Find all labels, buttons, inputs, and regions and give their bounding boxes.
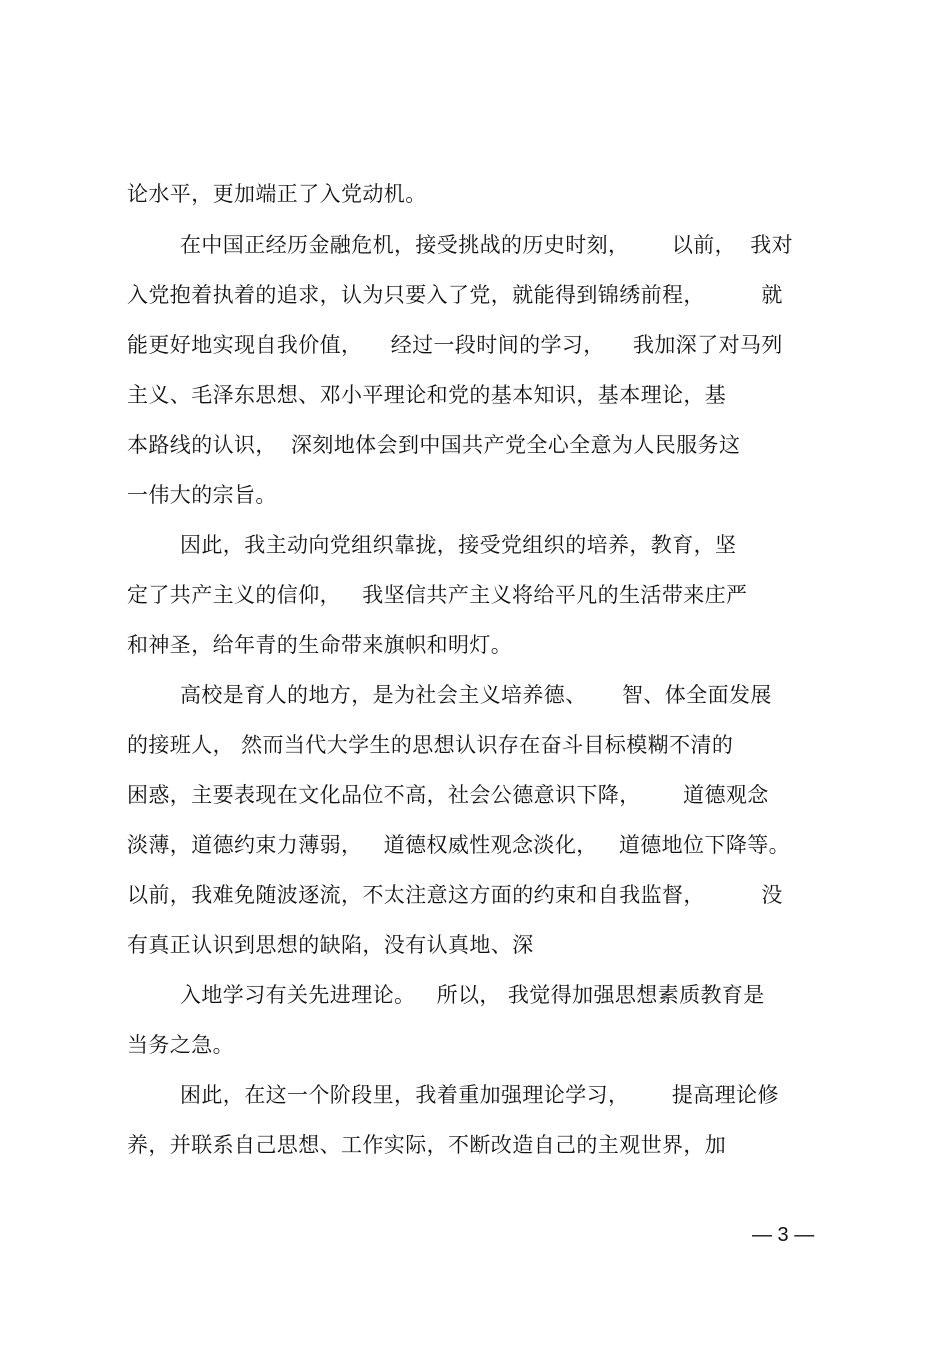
- text-line: 和神圣，给年青的生命带来旗帜和明灯。: [127, 633, 513, 657]
- text-line: 能更好地实现自我价值， 经过一段时间的学习， 我加深了对马列: [127, 333, 783, 357]
- text-line: 入地学习有关先进理论。 所以， 我觉得加强思想素质教育是: [180, 983, 765, 1007]
- text-line: 养，并联系自己思想、工作实际，不断改造自己的主观世界，加: [127, 1133, 727, 1157]
- text-line: 因此，我主动向党组织靠拢，接受党组织的培养，教育，坚: [180, 533, 737, 557]
- text-line: 本路线的认识， 深刻地体会到中国共产党全心全意为人民服务这: [127, 433, 741, 457]
- text-line: 高校是育人的地方，是为社会主义培养德、 智、体全面发展: [180, 683, 772, 707]
- text-line: 论水平，更加端正了入党动机。: [127, 182, 427, 206]
- text-line: 主义、毛泽东思想、邓小平理论和党的基本知识，基本理论，基: [127, 383, 727, 407]
- text-line: 定了共产主义的信仰， 我坚信共产主义将给平凡的生活带来庄严: [127, 583, 748, 607]
- text-line: 的接班人， 然而当代大学生的思想认识存在奋斗目标模糊不清的: [127, 733, 734, 757]
- text-line: 当务之急。: [127, 1033, 234, 1057]
- text-line: 淡薄，道德约束力薄弱， 道德权威性观念淡化， 道德地位下降等。: [127, 833, 791, 857]
- text-line: 困惑，主要表现在文化品位不高，社会公德意识下降， 道德观念: [127, 783, 769, 807]
- text-line: 在中国正经历金融危机，接受挑战的历史时刻， 以前， 我对: [180, 233, 793, 257]
- text-line: 入党抱着执着的追求，认为只要入了党，就能得到锦绣前程， 就: [127, 283, 783, 307]
- text-line: 一伟大的宗旨。: [127, 483, 277, 507]
- text-line: 困此，在这一个阶段里，我着重加强理论学习， 提高理论修: [180, 1083, 779, 1107]
- page-number: — 3 —: [752, 1224, 815, 1246]
- text-line: 以前，我难免随波逐流，不太注意这方面的约束和自我监督， 没: [127, 883, 783, 907]
- text-line: 有真正认识到思想的缺陷，没有认真地、深: [127, 933, 534, 957]
